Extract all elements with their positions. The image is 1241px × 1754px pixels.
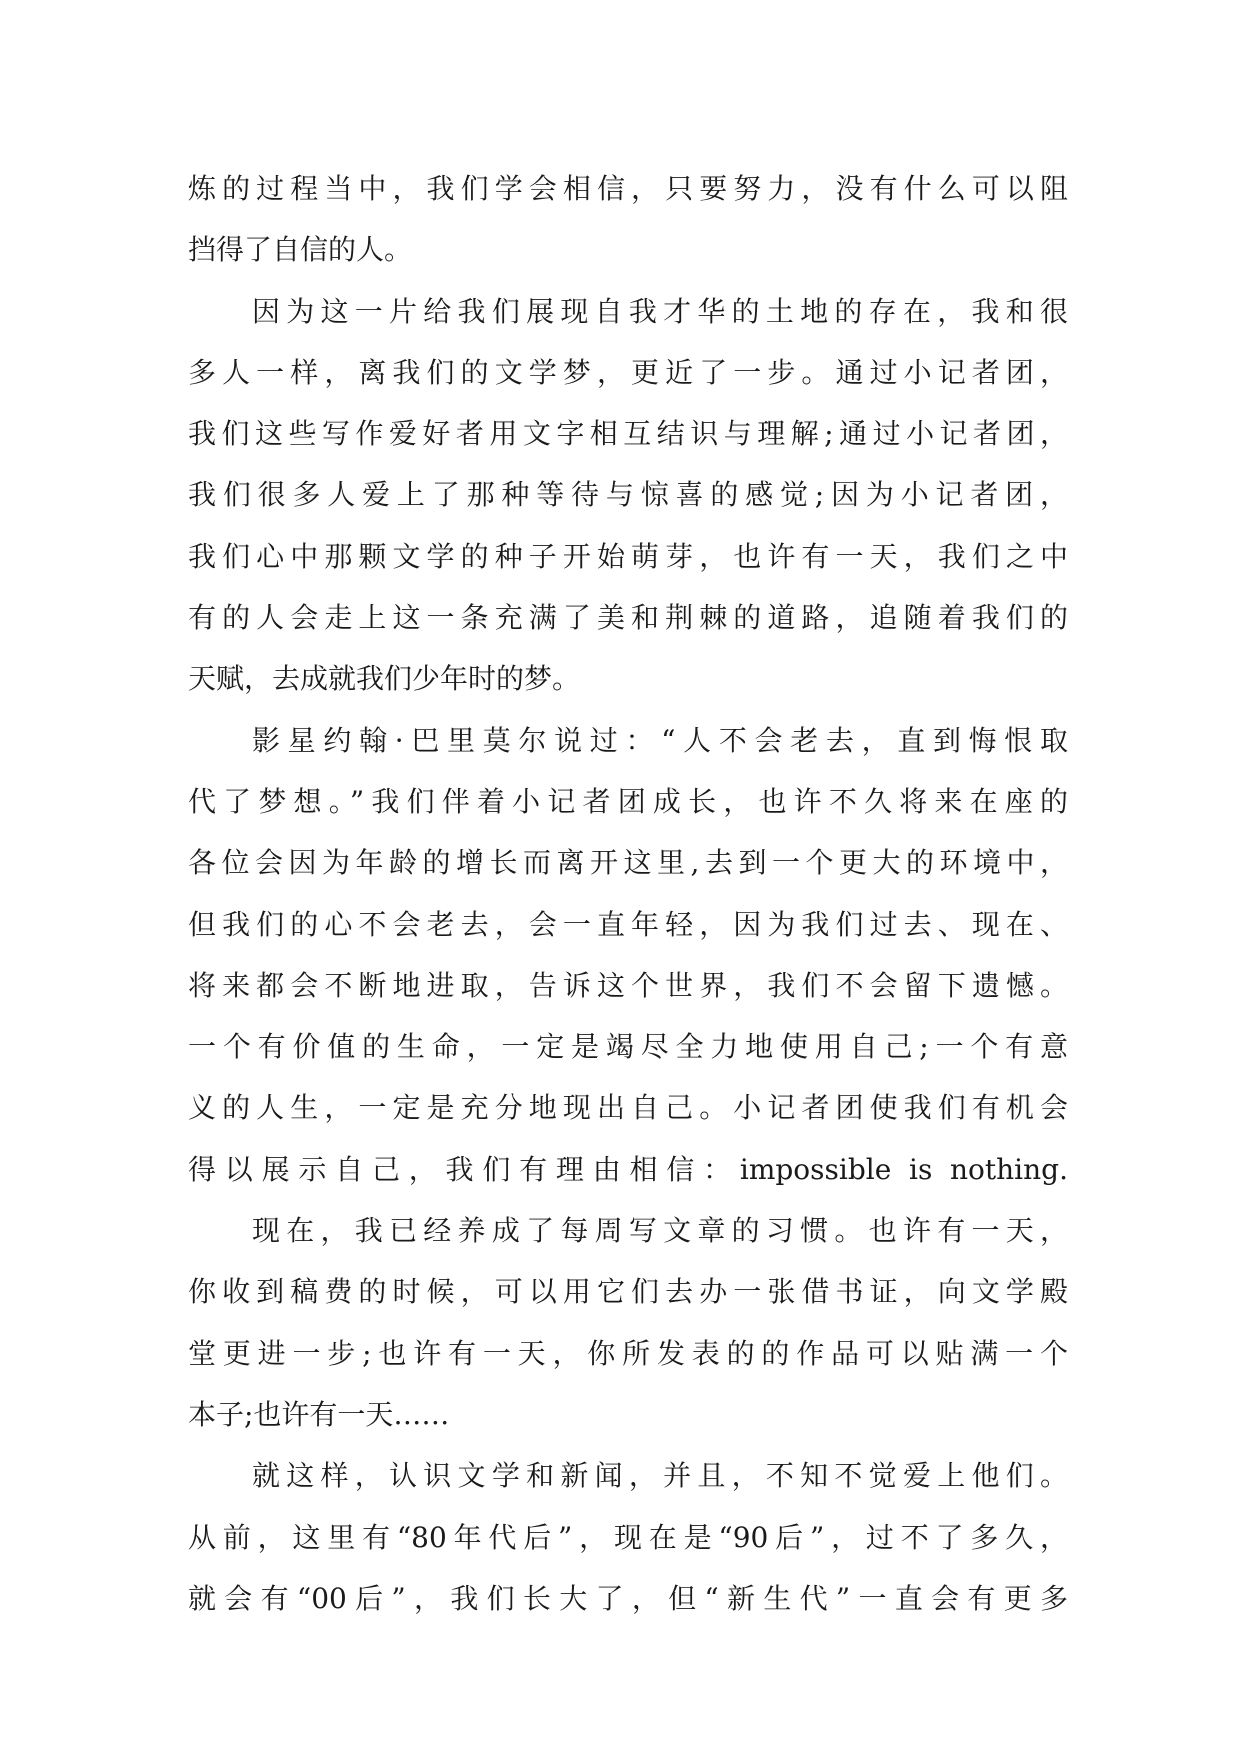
text-line: 本子;也许有一天……	[188, 1397, 450, 1431]
text-line: 多人一样，离我们的文学梦，更近了一步。通过小记者团，	[188, 355, 1068, 389]
text-line: 从前，这里有“80年代后”，现在是“90后”，过不了多久，	[188, 1520, 1068, 1554]
text-line: 堂更进一步;也许有一天，你所发表的的作品可以贴满一个	[188, 1336, 1068, 1370]
text-line: 就会有“00后”，我们长大了，但“新生代”一直会有更多	[188, 1581, 1068, 1615]
text-line: 炼的过程当中，我们学会相信，只要努力，没有什么可以阻	[188, 172, 1068, 205]
text-line: 将来都会不断地进取，告诉这个世界，我们不会留下遗憾。	[188, 968, 1068, 1002]
text-line: 得以展示自己，我们有理由相信：impossible is nothing.	[188, 1152, 1068, 1186]
paragraph-first-line: 影星约翰·巴里莫尔说过：“人不会老去，直到悔恨取	[252, 723, 1068, 757]
text-line: 有的人会走上这一条充满了美和荆棘的道路，追随着我们的	[188, 601, 1068, 635]
text-line: 代了梦想。”我们伴着小记者团成长，也许不久将来在座的	[188, 784, 1068, 818]
text-line: 义的人生，一定是充分地现出自己。小记者团使我们有机会	[188, 1091, 1068, 1125]
paragraph-first-line: 就这样，认识文学和新闻，并且，不知不觉爱上他们。	[252, 1459, 1068, 1493]
text-line: 我们这些写作爱好者用文字相互结识与理解;通过小记者团，	[188, 417, 1068, 451]
text-line: 各位会因为年龄的增长而离开这里,去到一个更大的环境中，	[188, 846, 1068, 880]
text-line: 但我们的心不会老去，会一直年轻，因为我们过去、现在、	[188, 907, 1068, 941]
paragraph-first-line: 因为这一片给我们展现自我才华的土地的存在，我和很	[252, 294, 1068, 328]
text-line: 一个有价值的生命，一定是竭尽全力地使用自己;一个有意	[188, 1030, 1068, 1064]
text-line: 你收到稿费的时候，可以用它们去办一张借书证，向文学殿	[188, 1275, 1068, 1309]
text-line: 我们心中那颗文学的种子开始萌芽，也许有一天，我们之中	[188, 539, 1068, 573]
paragraph-first-line: 现在，我已经养成了每周写文章的习惯。也许有一天，	[252, 1214, 1068, 1248]
body-text	[188, 158, 1068, 1629]
text-line: 我们很多人爱上了那种等待与惊喜的感觉;因为小记者团，	[188, 478, 1068, 512]
text-line: 天赋，去成就我们少年时的梦。	[188, 662, 581, 696]
text-line: 挡得了自信的人。	[188, 233, 413, 267]
